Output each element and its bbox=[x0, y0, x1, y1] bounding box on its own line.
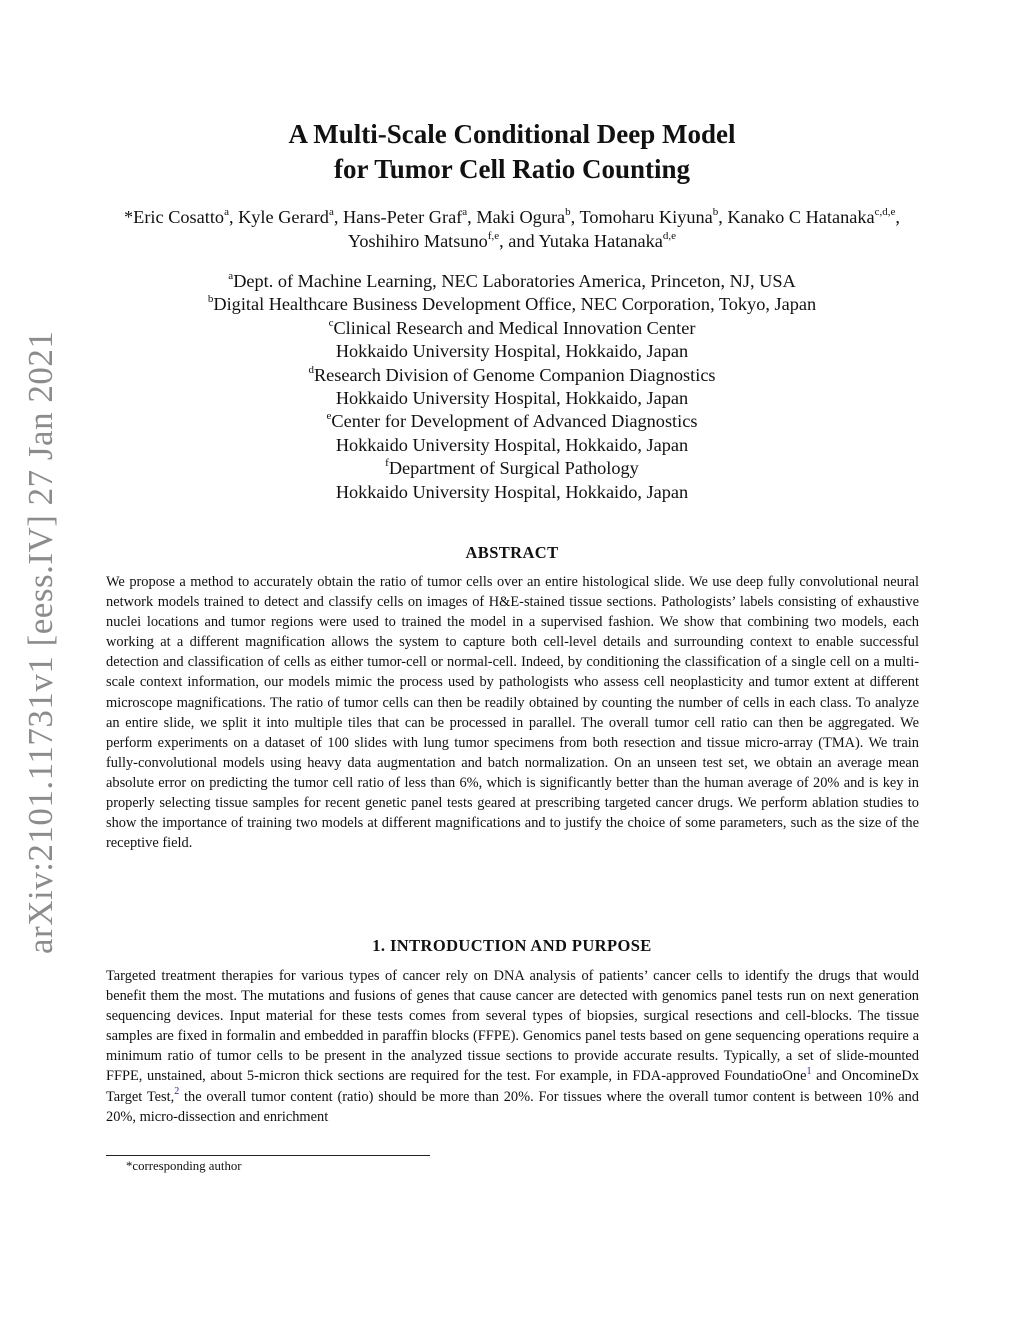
affiliation-line bbox=[0, 364, 1024, 387]
author-separator: , bbox=[467, 207, 477, 227]
author-separator: , and bbox=[499, 231, 539, 251]
author-separator: , bbox=[718, 207, 728, 227]
author-affiliation-mark: a bbox=[224, 205, 229, 218]
affiliation-list bbox=[0, 270, 1024, 504]
author-affiliation-mark: b bbox=[712, 205, 719, 218]
affiliation-text: Center for Development of Advanced Diagnostics bbox=[331, 411, 698, 432]
author-name: Tomoharu Kiyuna bbox=[579, 207, 713, 227]
affiliation-mark: a bbox=[228, 269, 234, 282]
author-entry bbox=[348, 231, 539, 251]
intro-text-part-1: Targeted treatment therapies for various types of cancer rely on DNA analysis of patients’ cancer cells to identify the drugs that would benefit them the most. The mutations and fusions of genes that cause cancer are detected with genomics panel tests run on next generation sequencing devices. Input material for these tests comes from several types of biopsies, surgical resections and cell-blocks. The tissue samples are fixed in formalin and embedded in paraffin blocks (FFPE). Genomics panel tests based on gene sequencing operations require a minimum ratio of tumor cells to be present in the analyzed tissue sections to provide accurate results. Typically, a set of slide-mounted FFPE, unstained, about 5-micron thick sections are required for the test. For example, in FDA-approved FoundatioOne bbox=[106, 968, 919, 1085]
affiliation-text: Research Division of Genome Companion Diagnostics bbox=[313, 364, 716, 385]
author-separator: , bbox=[570, 207, 580, 227]
footnote-corresponding-author: *corresponding author bbox=[126, 1159, 242, 1173]
author-affiliation-mark: d,e bbox=[662, 229, 677, 242]
author-entry bbox=[343, 207, 476, 227]
footnote-divider bbox=[106, 1155, 430, 1156]
affiliation-text: Hokkaido University Hospital, Hokkaido, Japan bbox=[335, 341, 689, 362]
affiliation-text: Hokkaido University Hospital, Hokkaido, Japan bbox=[335, 481, 689, 502]
author-separator: , bbox=[895, 207, 900, 227]
affiliation-text: Digital Healthcare Business Development Office, NEC Corporation, Tokyo, Japan bbox=[213, 294, 817, 315]
arxiv-identifier: arXiv:2101.11731v1 [eess.IV] 27 Jan 2021 bbox=[21, 330, 60, 954]
affiliation-line bbox=[0, 387, 1024, 410]
section-heading-introduction: 1. INTRODUCTION AND PURPOSE bbox=[372, 936, 652, 955]
author-entry bbox=[539, 231, 677, 251]
affiliation-text: Clinical Research and Medical Innovation Center bbox=[333, 317, 696, 338]
intro-text-part-2: and OncomineDx Target Test, bbox=[106, 1068, 919, 1105]
title-line-2: for Tumor Cell Ratio Counting bbox=[333, 154, 691, 184]
affiliation-line bbox=[0, 481, 1024, 504]
affiliation-line bbox=[0, 340, 1024, 363]
abstract-text: We propose a method to accurately obtain the ratio of tumor cells over an entire histological slide. We use deep fully convolutional neural network models trained to detect and classify cells on images of H&E-stained tissue sections. Pathologists’ labels consisting of exhaustive nuclei locations and tumor regions were used to trained the model in a supervised fashion. We show that combining two models, each working at a different magnification allows the system to capture both cell-level details and surrounding context to enable successful detection and classification of cells as either tumor-cell or normal-cell. Indeed, by conditioning the classification of a single cell on a multi-scale context information, our models mimic the process used by pathologists who assess cell neoplasticity and tumor extent at different microscope magnifications. The ratio of tumor cells can then be readily obtained by counting the number of cells in each class. To analyze an entire slide, we split it into multiple tiles that can be processed in parallel. The overall tumor cell ratio can then be aggregated. We perform experiments on a dataset of 100 slides with lung tumor specimens from both resection and tissue micro-array (TMA). We train fully-convolutional models using heavy data augmentation and batch normalization. On an unseen test set, we obtain an average mean absolute error on predicting the tumor cell ratio of less than 6%, which is significantly better than the human average of 20% and is key in properly selecting tissue samples for recent genetic panel tests geared at prescribing targeted cancer drugs. We perform ablation studies to show the importance of training two models at different magnifications and to justify the choice of some parameters, such as the size of the receptive field. bbox=[106, 574, 919, 852]
introduction-text bbox=[106, 966, 919, 1127]
affiliation-text: Department of Surgical Pathology bbox=[388, 458, 639, 479]
author-affiliation-mark: b bbox=[565, 205, 571, 218]
affiliation-text: Dept. of Machine Learning, NEC Laboratories America, Princeton, NJ, USA bbox=[233, 271, 796, 291]
author-affiliation-mark: a bbox=[462, 205, 468, 218]
author-name: *Eric Cosatto bbox=[124, 207, 225, 227]
author-separator: , bbox=[333, 207, 343, 227]
affiliation-line bbox=[0, 457, 1024, 480]
author-list bbox=[100, 205, 924, 253]
affiliation-line bbox=[0, 410, 1024, 433]
author-entry bbox=[476, 207, 579, 227]
title-line-1: A Multi-Scale Conditional Deep Model bbox=[288, 119, 736, 149]
author-name: Yutaka Hatanaka bbox=[538, 231, 663, 251]
affiliation-mark: d bbox=[308, 363, 314, 376]
affiliation-mark: b bbox=[207, 293, 214, 306]
paper-title bbox=[0, 117, 1024, 187]
affiliation-line bbox=[0, 434, 1024, 457]
author-name: Kyle Gerard bbox=[238, 207, 329, 227]
intro-text-part-3: the overall tumor content (ratio) should be more than 20%. For tissues where the overall tumor content is between 10% and 20%, micro-dissection and enrichment bbox=[106, 1088, 919, 1125]
footnote-ref-1[interactable]: 1 bbox=[806, 1065, 812, 1077]
author-entry bbox=[727, 207, 900, 227]
footnote-ref-2[interactable]: 2 bbox=[174, 1085, 180, 1097]
author-name: Hans-Peter Graf bbox=[342, 207, 463, 227]
affiliation-text: Hokkaido University Hospital, Hokkaido, Japan bbox=[335, 434, 689, 455]
affiliation-mark: f bbox=[385, 457, 389, 470]
author-name: Maki Ogura bbox=[476, 207, 566, 227]
abstract-heading: ABSTRACT bbox=[465, 543, 559, 562]
affiliation-line bbox=[0, 270, 1024, 293]
author-entry bbox=[124, 207, 238, 227]
author-affiliation-mark: c,d,e bbox=[874, 205, 896, 218]
affiliation-mark: e bbox=[326, 410, 332, 423]
affiliation-line bbox=[0, 293, 1024, 316]
affiliation-mark: c bbox=[328, 316, 334, 329]
author-name: Yoshihiro Matsuno bbox=[347, 231, 488, 251]
author-separator: , bbox=[228, 207, 239, 227]
author-affiliation-mark: f,e bbox=[487, 229, 500, 242]
affiliation-text: Hokkaido University Hospital, Hokkaido, Japan bbox=[335, 388, 689, 409]
author-affiliation-mark: a bbox=[328, 205, 334, 218]
author-name: Kanako C Hatanaka bbox=[727, 207, 875, 227]
author-entry bbox=[238, 207, 343, 227]
affiliation-line bbox=[0, 317, 1024, 340]
author-entry bbox=[579, 207, 727, 227]
